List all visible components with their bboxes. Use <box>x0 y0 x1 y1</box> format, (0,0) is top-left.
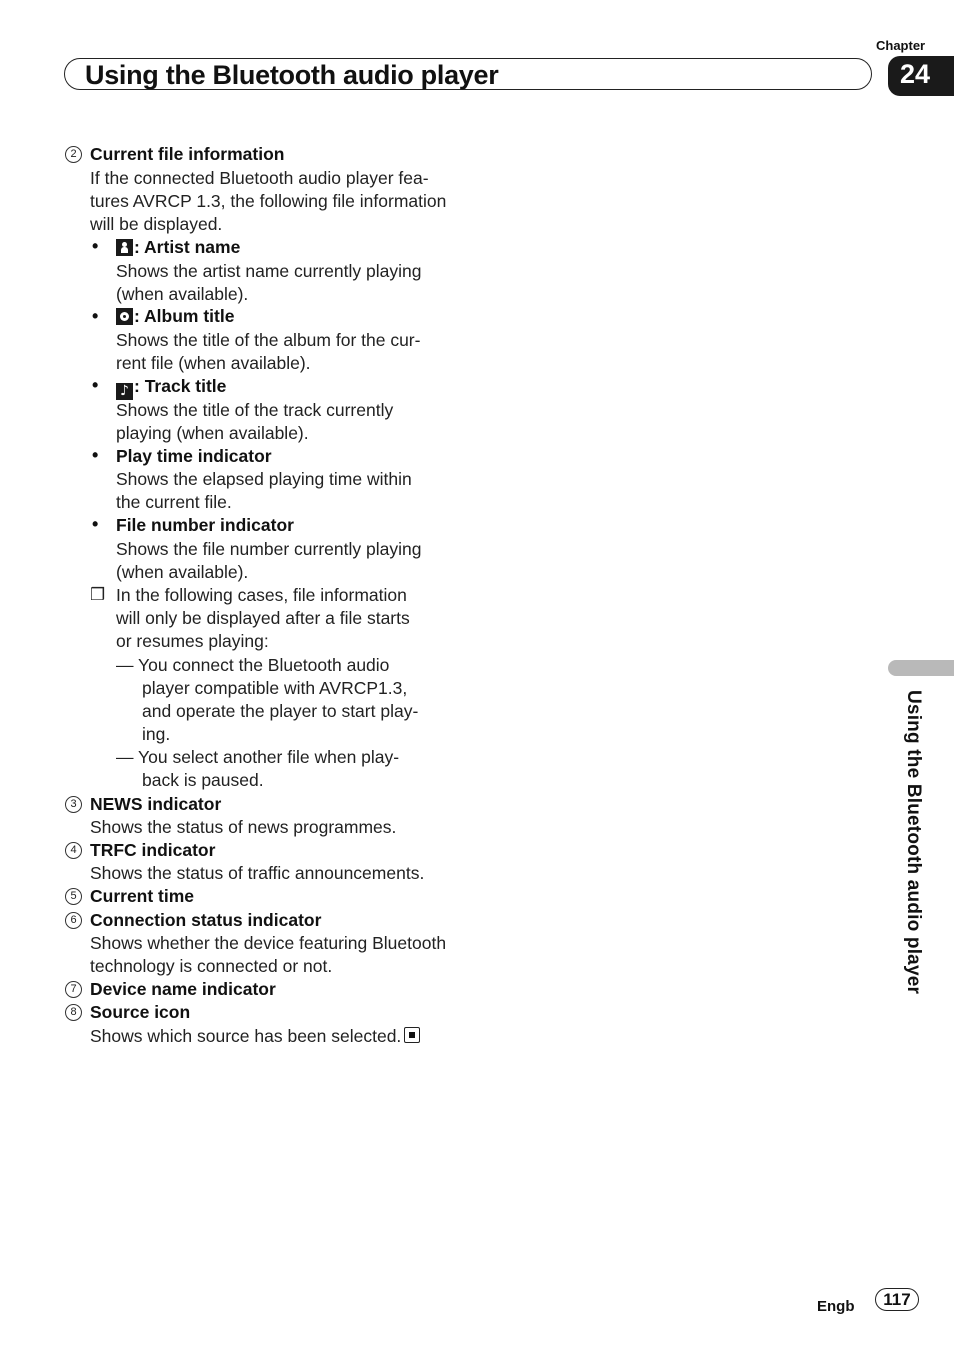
note-checkbox-icon: ❒ <box>90 585 106 605</box>
item-desc-line <box>90 1026 420 1047</box>
item-heading: Current file information <box>90 144 285 164</box>
note-dash-line: — You select another file when play- <box>116 747 400 767</box>
item-heading: Current time <box>90 886 195 906</box>
bullet-dot: • <box>92 306 99 326</box>
note-dash-line: player compatible with AVRCP1.3, <box>142 678 408 698</box>
note-dash-line: ing. <box>142 724 171 744</box>
item-desc-line: will be displayed. <box>90 214 223 234</box>
bullet-desc-line: rent file (when available). <box>116 353 311 373</box>
note-line: will only be displayed after a file starts <box>116 608 410 628</box>
bullet-title: Play time indicator <box>116 446 272 466</box>
chapter-number: 24 <box>900 59 931 89</box>
side-tab-marker <box>888 660 954 676</box>
disc-icon <box>116 308 133 325</box>
bullet-desc-line: (when available). <box>116 284 249 304</box>
album-title-title: : Album title <box>134 306 235 326</box>
bullet-title <box>116 306 234 327</box>
page-number: 117 <box>875 1288 919 1311</box>
bullet-title: File number indicator <box>116 515 294 535</box>
item-desc-line: technology is connected or not. <box>90 956 333 976</box>
item-desc-line: If the connected Bluetooth audio player fea- <box>90 168 429 188</box>
note-dash-line: — You connect the Bluetooth audio <box>116 655 390 675</box>
item-heading: TRFC indicator <box>90 840 216 860</box>
item-heading: Source icon <box>90 1002 191 1022</box>
item-heading: Device name indicator <box>90 979 276 999</box>
bullet-desc-line: Shows the title of the track currently <box>116 400 394 420</box>
source-desc-text: Shows which source has been selected. <box>90 1026 402 1046</box>
item-desc-line: Shows whether the device featuring Bluetooth <box>90 933 447 953</box>
item-desc-line: Shows the status of traffic announcements. <box>90 863 425 883</box>
item-heading: Connection status indicator <box>90 910 322 930</box>
item-desc-line: tures AVRCP 1.3, the following file information <box>90 191 447 211</box>
person-icon <box>116 239 133 256</box>
bullet-dot: • <box>92 375 99 395</box>
item-number-6: 6 <box>65 912 82 929</box>
note-line: In the following cases, file information <box>116 585 407 605</box>
item-number-2: 2 <box>65 146 82 163</box>
footer-language: Engb <box>817 1298 855 1315</box>
note-dash-line: back is paused. <box>142 770 264 790</box>
bullet-title <box>116 237 240 258</box>
title-bar <box>64 58 872 90</box>
side-tab-text: Using the Bluetooth audio player <box>903 690 924 995</box>
bullet-desc-line: the current file. <box>116 492 232 512</box>
bullet-desc-line: (when available). <box>116 562 249 582</box>
artist-name-title: : Artist name <box>134 237 241 257</box>
music-note-icon: ♪ <box>116 383 133 400</box>
chapter-tab <box>888 56 954 96</box>
note-dash-line: and operate the player to start play- <box>142 701 419 721</box>
item-number-4: 4 <box>65 842 82 859</box>
chapter-label: Chapter <box>876 38 926 53</box>
bullet-desc-line: Shows the artist name currently playing <box>116 261 422 281</box>
item-number-5: 5 <box>65 888 82 905</box>
track-title-title: : Track title <box>134 376 227 396</box>
end-mark-icon <box>404 1027 420 1043</box>
bullet-desc-line: playing (when available). <box>116 423 309 443</box>
item-number-3: 3 <box>65 796 82 813</box>
note-line: or resumes playing: <box>116 631 269 651</box>
bullet-desc-line: Shows the file number currently playing <box>116 539 422 559</box>
bullet-title <box>116 376 226 400</box>
item-heading: NEWS indicator <box>90 794 222 814</box>
bullet-dot: • <box>92 236 99 256</box>
page-title: Using the Bluetooth audio player <box>85 60 499 90</box>
item-desc-line: Shows the status of news programmes. <box>90 817 397 837</box>
bullet-desc-line: Shows the elapsed playing time within <box>116 469 412 489</box>
item-number-8: 8 <box>65 1004 82 1021</box>
bullet-dot: • <box>92 514 99 534</box>
bullet-dot: • <box>92 445 99 465</box>
bullet-desc-line: Shows the title of the album for the cur- <box>116 330 421 350</box>
item-number-7: 7 <box>65 981 82 998</box>
